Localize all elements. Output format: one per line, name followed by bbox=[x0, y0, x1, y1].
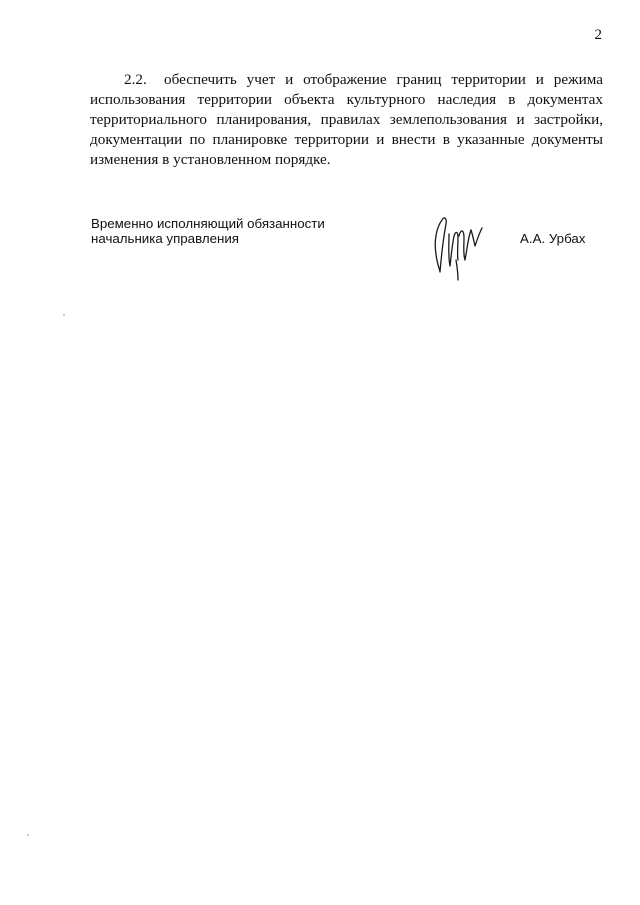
signer-title-line-1: Временно исполняющий обязанности bbox=[91, 216, 325, 231]
signer-title bbox=[91, 216, 325, 246]
signer-title-line-2: начальника управления bbox=[91, 231, 239, 246]
clause-text: обеспечить учет и отображение границ территории и режима использования территории объекта культурного наследия в документах территориального планирования, правилах землепользования и застройки, документации по планировке территории и внести в указанные документы изменения в установленном порядке. bbox=[90, 71, 603, 168]
clause-paragraph bbox=[90, 70, 603, 170]
handwritten-signature bbox=[428, 210, 488, 282]
scan-speck bbox=[27, 834, 29, 836]
scan-speck bbox=[63, 314, 65, 316]
signer-name: А.А. Урбах bbox=[520, 231, 586, 246]
clause-number: 2.2. bbox=[124, 71, 147, 88]
page-number: 2 bbox=[594, 27, 602, 43]
